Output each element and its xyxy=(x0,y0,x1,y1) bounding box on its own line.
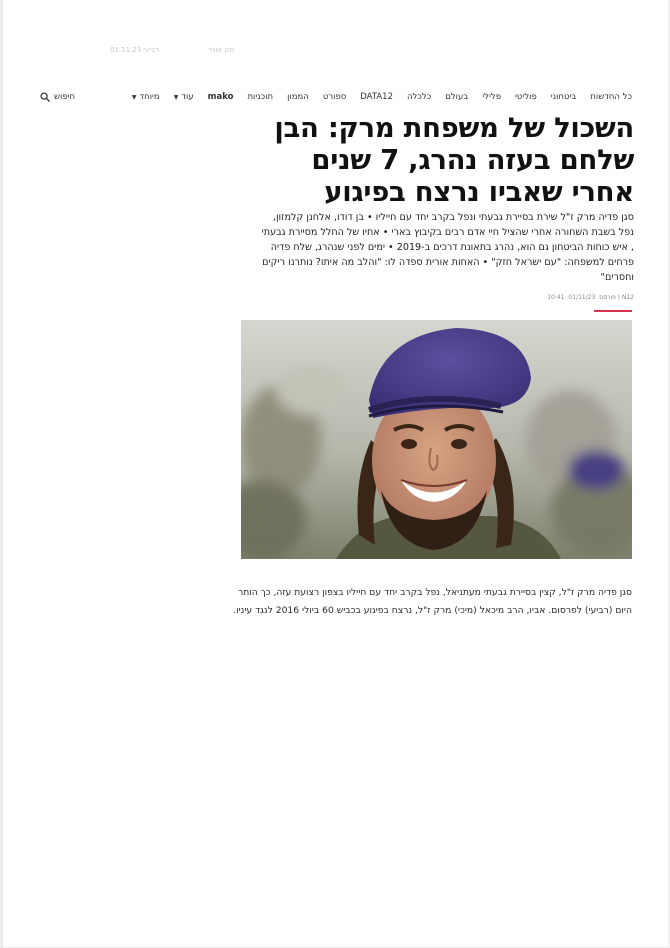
page-edge-left xyxy=(0,0,3,948)
published-label: פורסם xyxy=(599,294,616,301)
article-source: N12 xyxy=(621,294,634,301)
accent-divider xyxy=(594,310,632,312)
main-nav xyxy=(40,88,632,106)
photo-caption: סגן פדיה מרק ז"ל, קצין בסיירת גבעתי מעתניאל, נפל בקרב יחד עם חייליו בצפון רצועת עזה, כך הותר היום (רביעי) לפרסום. אביו, הרב מיכאל (מיכי) מרק ז"ל, נרצח בפיגוע בכביש 60 ביולי 2016 לנגד עיניו. xyxy=(233,587,632,616)
nav-item-more[interactable] xyxy=(174,92,194,102)
nav-item-all-news[interactable]: כל החדשות xyxy=(590,92,632,102)
published-time: 10:41 xyxy=(547,294,565,301)
nav-item-world[interactable]: בעולם xyxy=(445,92,469,102)
nav-item-crime[interactable]: פלילי xyxy=(482,92,502,102)
nav-item-politics[interactable]: פוליטי xyxy=(515,92,537,102)
nav-item-money[interactable]: הממון xyxy=(287,92,309,102)
search-button[interactable] xyxy=(40,92,75,102)
chevron-down-icon: ▼ xyxy=(173,94,179,101)
nav-item-shows[interactable]: תוכניות xyxy=(247,92,274,102)
search-label: חיפוש xyxy=(54,92,76,102)
nav-item-sport[interactable]: ספורט xyxy=(322,92,347,102)
nav-item-mako[interactable]: mako xyxy=(207,92,234,102)
article-photo xyxy=(241,320,632,559)
header-weather: מזג אוויר xyxy=(208,46,235,54)
published-date: 01/11/23 xyxy=(568,294,596,301)
header-date: רביעי 01.11.23 xyxy=(110,46,159,54)
nav-special-label: מיוחד xyxy=(139,92,160,102)
article-title: השכול של משפחת מרק: הבן שלחם בעזה נהרג, 7 שנים אחרי שאביו נרצח בפיגוע xyxy=(274,112,634,208)
nav-more-label: עוד xyxy=(181,92,194,102)
article-meta: N12| פורסם 01/11/23 10:41 xyxy=(547,294,634,301)
nav-item-special[interactable] xyxy=(132,92,160,102)
nav-item-security[interactable]: ביטחוני xyxy=(550,92,577,102)
nav-item-economy[interactable]: כלכלה xyxy=(406,92,432,102)
nav-item-data12[interactable]: DATA12 xyxy=(360,92,393,102)
search-icon xyxy=(40,92,50,102)
chevron-down-icon: ▼ xyxy=(131,94,137,101)
article-subtitle: סגן פדיה מרק ז"ל שירת בסיירת גבעתי ונפל בקרב יחד עם חייליו • בן דודו, אלחנן קלמזון, נפל בשבת השחורה אחרי שהציל חיי אדם רבים בקיבוץ בארי • אחיו של החלל מסיירת גבעתי , איש כוחות הביטחון גם הוא, נהרג בתאונת דרכים ב-2019 • ימים לפני שנהרג, שלח פדיה פרחים למשפחה: "עם ישראל חזק" • האחות אורית ספדה לו: "והלב מה איתו? נותרנו ריקים וחסרים" xyxy=(261,212,634,283)
